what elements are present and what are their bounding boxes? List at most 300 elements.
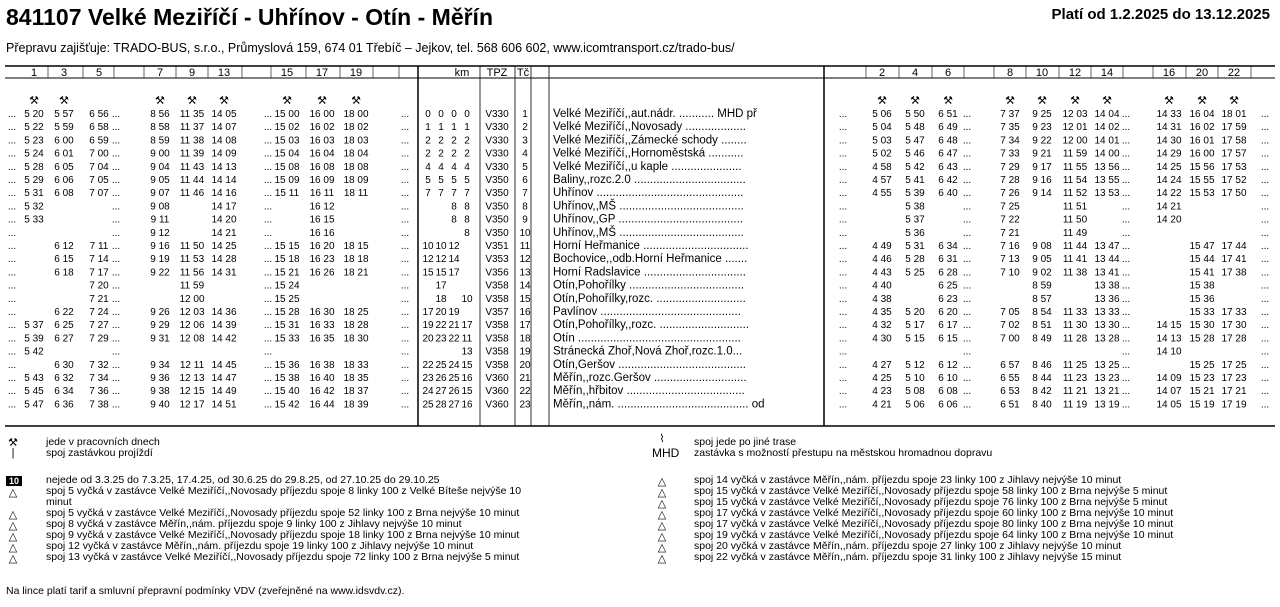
departure-time: 15 15 <box>274 241 300 252</box>
tpz-value: V330 <box>485 135 509 147</box>
ellipsis-cell: ... <box>1121 267 1131 279</box>
arrival-time: 9 25 <box>1032 109 1052 120</box>
ellipsis-cell: ... <box>111 346 121 358</box>
trip-number: 5 <box>95 67 103 79</box>
departure-time: 11 37 <box>179 122 205 134</box>
departure-time: 7 32 <box>89 359 109 371</box>
ellipsis-cell: ... <box>400 175 410 186</box>
ellipsis-cell: ... <box>1260 386 1270 398</box>
ellipsis-cell: ... <box>400 359 410 371</box>
arrival-time: 6 34 <box>938 241 958 252</box>
arrival-time: 17 44 <box>1221 241 1247 252</box>
departure-time: 15 38 <box>274 373 300 384</box>
km-value: 5 <box>464 175 470 186</box>
tc-value: 16 <box>519 307 531 318</box>
stop-name: Velké Meziříčí,,Zámecké schody ........ <box>553 134 747 147</box>
departure-time: 9 36 <box>150 373 170 384</box>
arrival-time: 15 47 <box>1189 241 1215 252</box>
tc-value: 14 <box>519 280 531 292</box>
arrival-time: 6 17 <box>938 320 958 332</box>
departure-time: 11 46 <box>179 188 205 200</box>
tc-value: 5 <box>522 161 528 173</box>
tc-value: 8 <box>522 201 528 213</box>
ellipsis-cell: ... <box>7 188 17 200</box>
ellipsis-cell: ... <box>7 175 17 186</box>
arrival-time: 6 57 <box>1000 359 1020 371</box>
km-value: 24 <box>448 359 460 371</box>
note-text: minut <box>46 496 72 508</box>
departure-time: 14 25 <box>211 241 237 252</box>
ellipsis-cell: ... <box>400 148 410 160</box>
km-value: 7 <box>425 188 431 200</box>
arrival-time: 13 47 <box>1094 241 1120 252</box>
ellipsis-cell: ... <box>400 307 410 318</box>
departure-time: 7 36 <box>89 386 109 398</box>
ellipsis-cell: ... <box>7 307 17 318</box>
ellipsis-cell: ... <box>111 359 121 371</box>
ellipsis-cell: ... <box>838 148 848 160</box>
tpz-value: V330 <box>485 148 509 160</box>
arrival-time: 17 21 <box>1221 386 1247 398</box>
trip-number: 15 <box>280 67 294 79</box>
arrival-time: 4 43 <box>872 267 892 279</box>
arrival-time: 5 03 <box>872 135 892 147</box>
hammer-icon: ⚒ <box>351 95 361 107</box>
departure-time: 18 28 <box>343 320 369 332</box>
ellipsis-cell: ... <box>1260 161 1270 173</box>
stop-name: Otín,Pohořílky,rozc. ............................ <box>553 292 746 305</box>
ellipsis-cell: ... <box>1121 227 1131 239</box>
ellipsis-cell: ... <box>1121 122 1131 134</box>
ellipsis-cell: ... <box>111 188 121 200</box>
trip-number: 22 <box>1227 67 1241 79</box>
arrival-time: 5 25 <box>905 267 925 279</box>
km-value: 25 <box>435 359 447 371</box>
ellipsis-cell: ... <box>263 346 273 358</box>
departure-time: 5 32 <box>24 201 44 213</box>
arrival-time: 14 15 <box>1156 320 1182 332</box>
departure-time: 6 34 <box>54 386 74 398</box>
departure-time: 9 38 <box>150 386 170 398</box>
note-text: spoj 19 vyčká v zastávce Velké Meziříčí,,Novosady příjezdu spoje 64 linky 100 z Brna nejvýše 10 minut <box>694 529 1174 541</box>
ellipsis-cell: ... <box>838 307 848 318</box>
ellipsis-cell: ... <box>1260 227 1270 239</box>
stop-name: Měřín,,rozc.Geršov ............................. <box>553 372 747 384</box>
arrival-time: 4 32 <box>872 320 892 332</box>
ellipsis-cell: ... <box>263 359 273 371</box>
arrival-time: 13 30 <box>1094 320 1120 332</box>
departure-time: 7 11 <box>89 241 109 252</box>
ellipsis-cell: ... <box>400 280 410 292</box>
departure-time: 14 51 <box>211 399 237 411</box>
km-value: 20 <box>435 307 447 318</box>
ellipsis-cell: ... <box>7 214 17 226</box>
arrival-time: 11 33 <box>1062 307 1088 318</box>
ellipsis-cell: ... <box>1121 386 1131 398</box>
km-value: 28 <box>435 399 447 411</box>
km-value: 0 <box>438 109 444 120</box>
arrival-time: 7 34 <box>1000 135 1020 147</box>
tpz-value: V350 <box>485 175 509 186</box>
arrival-time: 15 44 <box>1189 254 1215 266</box>
arrival-time: 11 59 <box>1062 148 1088 160</box>
ellipsis-cell: ... <box>962 161 972 173</box>
km-value: 22 <box>448 333 460 345</box>
arrival-time: 4 21 <box>872 399 892 411</box>
ellipsis-cell: ... <box>7 161 17 173</box>
ellipsis-cell: ... <box>263 201 273 213</box>
hammer-icon: ⚒ <box>59 95 69 107</box>
departure-time: 5 31 <box>24 188 44 200</box>
departure-time: 11 56 <box>179 267 205 279</box>
departure-time: 9 08 <box>150 201 170 213</box>
arrival-time: 6 55 <box>1000 373 1020 384</box>
ellipsis-cell: ... <box>1121 399 1131 411</box>
ellipsis-cell: ... <box>111 307 121 318</box>
ellipsis-cell: ... <box>400 333 410 345</box>
ellipsis-cell: ... <box>838 254 848 266</box>
departure-time: 6 30 <box>54 359 74 371</box>
arrival-time: 17 19 <box>1221 399 1247 411</box>
ellipsis-cell: ... <box>1121 201 1131 213</box>
departure-time: 14 31 <box>211 267 237 279</box>
ellipsis-cell: ... <box>7 148 17 160</box>
arrival-time: 16 04 <box>1189 109 1215 120</box>
ellipsis-cell: ... <box>400 399 410 411</box>
departure-time: 7 00 <box>89 148 109 160</box>
ellipsis-cell: ... <box>7 320 17 332</box>
arrival-time: 8 42 <box>1032 386 1052 398</box>
ellipsis-cell: ... <box>1260 399 1270 411</box>
km-value: 2 <box>451 148 457 160</box>
departure-time: 9 26 <box>150 307 170 318</box>
arrival-time: 9 21 <box>1032 148 1052 160</box>
hammer-icon: ⚒ <box>943 95 953 107</box>
ellipsis-cell: ... <box>111 175 121 186</box>
departure-time: 15 03 <box>274 135 300 147</box>
ellipsis-cell: ... <box>838 201 848 213</box>
arrival-time: 11 25 <box>1062 359 1088 371</box>
departure-time: 7 24 <box>89 307 109 318</box>
ellipsis-cell: ... <box>1121 346 1131 358</box>
departure-time: 14 14 <box>211 175 237 186</box>
trip-number: 20 <box>1195 67 1209 79</box>
ellipsis-cell: ... <box>263 148 273 160</box>
ellipsis-cell: ... <box>1260 293 1270 305</box>
departure-time: 15 25 <box>274 293 300 305</box>
arrival-time: 8 49 <box>1032 333 1052 345</box>
km-value: 12 <box>435 254 447 266</box>
departure-time: 16 40 <box>309 373 335 384</box>
km-value: 4 <box>464 161 470 173</box>
stop-name: Baliny,,rozc.2.0 ................................... <box>553 174 746 186</box>
arrival-time: 7 21 <box>1000 227 1020 239</box>
arrival-time: 11 44 <box>1062 241 1088 252</box>
departure-time: 6 12 <box>54 241 74 252</box>
km-value: 15 <box>422 267 434 279</box>
arrival-time: 17 53 <box>1221 161 1247 173</box>
mhd-symbol: MHD <box>652 446 680 460</box>
departure-time: 7 34 <box>89 373 109 384</box>
arrival-time: 11 54 <box>1062 175 1088 186</box>
departure-time: 15 04 <box>274 148 300 160</box>
triangle-icon: △ <box>8 509 18 521</box>
hammer-icon: ⚒ <box>1164 95 1174 107</box>
arrival-time: 12 03 <box>1062 109 1088 120</box>
arrival-time: 14 13 <box>1156 333 1182 345</box>
ellipsis-cell: ... <box>1121 148 1131 160</box>
arrival-time: 6 15 <box>938 333 958 345</box>
arrival-time: 14 20 <box>1156 214 1182 226</box>
arrival-time: 15 55 <box>1189 175 1215 186</box>
departure-time: 16 02 <box>309 122 335 134</box>
departure-time: 14 17 <box>211 201 237 213</box>
departure-time: 9 16 <box>150 241 170 252</box>
arrival-time: 5 38 <box>905 201 925 213</box>
ellipsis-cell: ... <box>838 175 848 186</box>
arrival-time: 11 28 <box>1062 333 1088 345</box>
departure-time: 5 22 <box>24 122 44 134</box>
arrival-time: 11 52 <box>1062 188 1088 200</box>
ellipsis-cell: ... <box>1260 201 1270 213</box>
ellipsis-cell: ... <box>263 373 273 384</box>
tpz-value: V351 <box>485 241 509 252</box>
ellipsis-cell: ... <box>111 201 121 213</box>
arrival-time: 17 58 <box>1221 135 1247 147</box>
arrival-time: 4 46 <box>872 254 892 266</box>
arrival-time: 14 30 <box>1156 135 1182 147</box>
trip-number: 17 <box>315 67 329 79</box>
hammer-icon: ⚒ <box>1070 95 1080 107</box>
arrival-time: 14 22 <box>1156 188 1182 200</box>
tpz-value: V360 <box>485 399 509 411</box>
departure-time: 9 34 <box>150 359 170 371</box>
km-header: km <box>454 67 470 79</box>
arrival-time: 9 08 <box>1032 241 1052 252</box>
arrival-time: 7 22 <box>1000 214 1020 226</box>
departure-time: 5 29 <box>24 175 44 186</box>
departure-time: 14 39 <box>211 320 237 332</box>
departure-time: 14 05 <box>211 109 237 120</box>
ellipsis-cell: ... <box>263 267 273 279</box>
arrival-time: 17 30 <box>1221 320 1247 332</box>
arrival-time: 13 55 <box>1094 175 1120 186</box>
km-value: 22 <box>435 320 447 332</box>
tpz-value: V353 <box>485 254 509 266</box>
tpz-header: TPZ <box>486 67 508 79</box>
km-value: 13 <box>461 346 473 358</box>
departure-time: 6 06 <box>54 175 74 186</box>
ellipsis-cell: ... <box>263 320 273 332</box>
departure-time: 6 58 <box>89 122 109 134</box>
hammer-icon: ⚒ <box>187 95 197 107</box>
departure-time: 15 11 <box>274 188 300 200</box>
departure-time: 8 59 <box>150 135 170 147</box>
note-text: spoj 8 vyčká v zastávce Měřín,,nám. příjezdu spoje 9 linky 100 z Jihlavy nejvýše 10 minut <box>46 518 462 530</box>
arrival-time: 4 27 <box>872 359 892 371</box>
ellipsis-cell: ... <box>1260 148 1270 160</box>
ellipsis-cell: ... <box>1260 320 1270 332</box>
departure-time: 7 27 <box>89 320 109 332</box>
departure-time: 11 44 <box>179 175 205 186</box>
note-text: spoj 13 vyčká v zastávce Velké Meziříčí,,Novosady příjezdu spoje 72 linky 100 z Brna nejvýše 5 minut <box>46 551 520 563</box>
page-title: 841107 Velké Meziříčí - Uhřínov - Otín - Měřín <box>6 4 493 30</box>
tpz-value: V356 <box>485 267 509 279</box>
ellipsis-cell: ... <box>838 188 848 200</box>
ellipsis-cell: ... <box>7 359 17 371</box>
ellipsis-cell: ... <box>1260 346 1270 358</box>
ellipsis-cell: ... <box>263 175 273 186</box>
departure-time: 9 11 <box>150 214 170 226</box>
passes-icon: | <box>11 447 15 459</box>
departure-time: 5 57 <box>54 109 74 120</box>
ellipsis-cell: ... <box>263 399 273 411</box>
ellipsis-cell: ... <box>1260 214 1270 226</box>
departure-time: 18 09 <box>343 175 369 186</box>
ellipsis-cell: ... <box>7 227 17 239</box>
arrival-time: 7 02 <box>1000 320 1020 332</box>
ellipsis-cell: ... <box>400 135 410 147</box>
arrival-time: 17 57 <box>1221 148 1247 160</box>
departure-time: 5 33 <box>24 214 44 226</box>
km-value: 2 <box>425 148 431 160</box>
legend-mhd: zastávka s možností přestupu na městskou hromadnou dopravu <box>694 447 993 459</box>
departure-time: 14 42 <box>211 333 237 345</box>
note-text: spoj 17 vyčká v zastávce Velké Meziříčí,,Novosady příjezdu spoje 60 linky 100 z Brna nejvýše 10 minut <box>694 507 1174 519</box>
ellipsis-cell: ... <box>1260 175 1270 186</box>
ellipsis-cell: ... <box>263 122 273 134</box>
arrival-time: 5 20 <box>905 307 925 318</box>
departure-time: 11 39 <box>179 148 205 160</box>
ellipsis-cell: ... <box>838 293 848 305</box>
arrival-time: 17 38 <box>1221 267 1247 279</box>
km-value: 26 <box>435 373 447 384</box>
stop-name: Velké Meziříčí,,u kaple ...................... <box>553 160 742 173</box>
ellipsis-cell: ... <box>962 188 972 200</box>
arrival-time: 7 29 <box>1000 161 1020 173</box>
hammer-icon: ⚒ <box>8 437 18 449</box>
ellipsis-cell: ... <box>838 333 848 345</box>
ellipsis-cell: ... <box>962 175 972 186</box>
departure-time: 5 43 <box>24 373 44 384</box>
km-value: 2 <box>438 135 444 147</box>
departure-time: 9 19 <box>150 254 170 266</box>
ellipsis-cell: ... <box>1121 188 1131 200</box>
departure-time: 16 26 <box>309 267 335 279</box>
arrival-time: 13 56 <box>1094 161 1120 173</box>
arrival-time: 8 44 <box>1032 373 1052 384</box>
km-value: 12 <box>448 241 460 252</box>
trip-number: 13 <box>217 67 231 79</box>
departure-time: 6 27 <box>54 333 74 345</box>
arrival-time: 6 06 <box>938 399 958 411</box>
hammer-icon: ⚒ <box>1037 95 1047 107</box>
ellipsis-cell: ... <box>400 188 410 200</box>
departure-time: 6 01 <box>54 148 74 160</box>
tc-value: 15 <box>519 293 531 305</box>
km-value: 17 <box>435 280 447 292</box>
arrival-time: 15 30 <box>1189 320 1215 332</box>
legend-other-route: spoj jede po jiné trase <box>694 436 797 448</box>
km-value: 11 <box>461 333 473 345</box>
departure-time: 8 58 <box>150 122 170 134</box>
km-value: 15 <box>435 267 447 279</box>
tpz-value: V350 <box>485 188 509 200</box>
arrival-time: 12 01 <box>1062 122 1088 134</box>
arrival-time: 14 01 <box>1094 135 1120 147</box>
departure-time: 15 28 <box>274 307 300 318</box>
ellipsis-cell: ... <box>111 135 121 147</box>
tc-value: 7 <box>522 188 528 200</box>
departure-time: 16 23 <box>309 254 335 266</box>
note-text: spoj 5 vyčká v zastávce Velké Meziříčí,,Novosady příjezdu spoje 8 linky 100 z Velké Bíteše nejvýše 10 <box>46 485 522 497</box>
stop-name: Velké Meziříčí,,Novosady ................... <box>553 121 747 134</box>
stop-name: Uhřínov,,MŠ ....................................... <box>553 226 744 239</box>
tpz-value: V357 <box>485 307 509 318</box>
arrival-time: 5 48 <box>905 122 925 134</box>
ellipsis-cell: ... <box>7 293 17 305</box>
tc-header: Tč <box>516 67 530 79</box>
tc-value: 3 <box>522 135 528 147</box>
departure-time: 11 53 <box>179 254 205 266</box>
tc-value: 1 <box>522 109 528 120</box>
ellipsis-cell: ... <box>111 109 121 120</box>
ellipsis-cell: ... <box>111 333 121 345</box>
stop-name: Pavlínov ............................................ <box>553 306 741 318</box>
ellipsis-cell: ... <box>838 280 848 292</box>
km-value: 4 <box>438 161 444 173</box>
stop-name: Stránecká Zhoř,Nová Zhoř,rozc.1.0... <box>553 345 743 358</box>
km-value: 10 <box>461 293 473 305</box>
departure-time: 16 09 <box>309 175 335 186</box>
km-value: 15 <box>461 386 473 398</box>
legend-workdays: jede v pracovních dnech <box>46 436 160 448</box>
arrival-time: 17 33 <box>1221 307 1247 318</box>
arrival-time: 15 53 <box>1189 188 1215 200</box>
departure-time: 14 16 <box>211 188 237 200</box>
hammer-icon: ⚒ <box>1197 95 1207 107</box>
arrival-time: 13 25 <box>1094 359 1120 371</box>
km-value: 1 <box>438 122 444 134</box>
triangle-icon: △ <box>657 509 667 521</box>
ellipsis-cell: ... <box>111 254 121 266</box>
arrival-time: 14 33 <box>1156 109 1182 120</box>
departure-time: 7 05 <box>89 175 109 186</box>
arrival-time: 13 23 <box>1094 373 1120 384</box>
arrival-time: 6 48 <box>938 135 958 147</box>
arrival-time: 14 02 <box>1094 122 1120 134</box>
departure-time: 16 38 <box>309 359 335 371</box>
departure-time: 9 31 <box>150 333 170 345</box>
note-badge: 10 <box>6 476 22 486</box>
arrival-time: 13 21 <box>1094 386 1120 398</box>
departure-time: 18 39 <box>343 399 369 411</box>
ellipsis-cell: ... <box>400 346 410 358</box>
km-value: 10 <box>422 241 434 252</box>
other-route-icon: ⌇ <box>659 433 665 445</box>
tc-value: 6 <box>522 175 528 186</box>
departure-time: 5 39 <box>24 333 44 345</box>
departure-time: 16 30 <box>309 307 335 318</box>
departure-time: 18 04 <box>343 148 369 160</box>
ellipsis-cell: ... <box>263 161 273 173</box>
stop-name: Horní Radslavice ................................ <box>553 266 747 279</box>
arrival-time: 5 08 <box>905 386 925 398</box>
ellipsis-cell: ... <box>111 241 121 252</box>
ellipsis-cell: ... <box>962 373 972 384</box>
arrival-time: 15 28 <box>1189 333 1215 345</box>
km-value: 2 <box>464 135 470 147</box>
